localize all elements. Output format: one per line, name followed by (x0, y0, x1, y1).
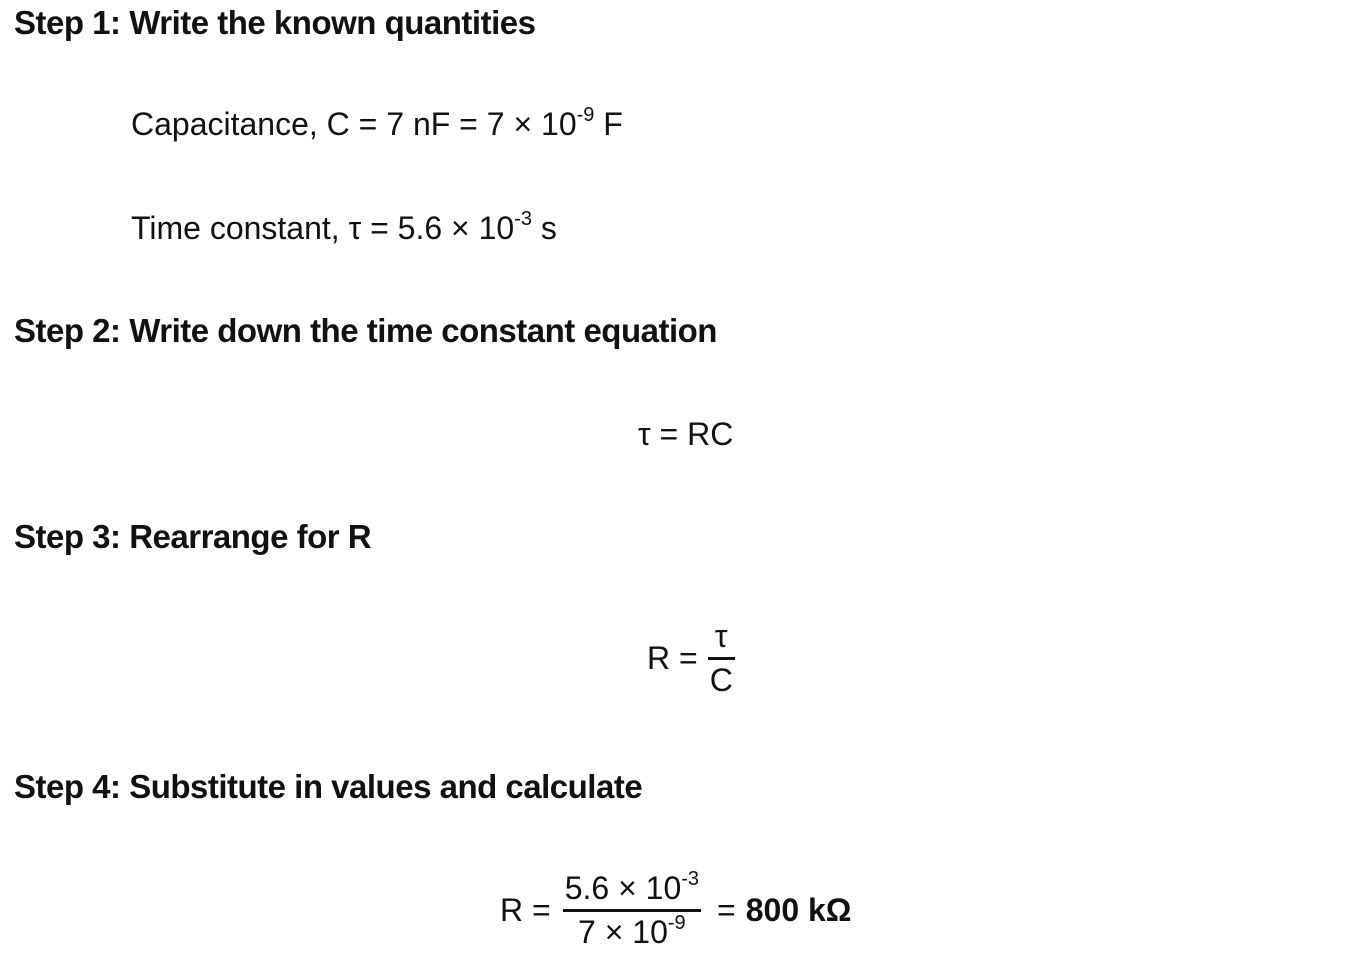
numerator-exponent: -3 (681, 868, 700, 890)
substitution-lhs: R = (500, 892, 551, 928)
result-equals: = (717, 892, 736, 928)
time-constant-text: Time constant, τ = 5.6 × 10 (131, 210, 515, 246)
substitution-denominator (576, 912, 688, 951)
step1-heading: Step 1: Write the known quantities (14, 4, 536, 41)
rearranged-lhs: R = (647, 640, 698, 676)
time-constant-line (131, 208, 557, 246)
denominator-exponent: -9 (667, 912, 686, 934)
result-value: 800 kΩ (745, 892, 852, 928)
step2-heading: Step 2: Write down the time constant equation (14, 312, 717, 349)
capacitance-text: Capacitance, C = 7 nF = 7 × 10 (131, 106, 577, 142)
capacitance-exponent: -9 (576, 104, 595, 126)
capacitance-unit: F (594, 106, 623, 142)
substitution-numerator (563, 870, 701, 909)
substitution-fraction (563, 870, 701, 951)
step4-heading: Step 4: Substitute in values and calculate (14, 768, 643, 805)
rearranged-denominator: C (709, 662, 733, 698)
time-constant-equation: τ = RC (638, 416, 734, 452)
rearranged-numerator: τ (714, 618, 728, 654)
numerator-base: 5.6 × 10 (564, 870, 682, 906)
denominator-base: 7 × 10 (578, 914, 668, 950)
time-constant-exponent: -3 (514, 208, 533, 230)
time-constant-unit: s (532, 210, 557, 246)
rearranged-equation (647, 618, 735, 699)
capacitance-line (131, 104, 623, 142)
substitution-equation (500, 870, 851, 951)
step3-heading: Step 3: Rearrange for R (14, 518, 372, 555)
rearranged-fraction (708, 618, 735, 699)
